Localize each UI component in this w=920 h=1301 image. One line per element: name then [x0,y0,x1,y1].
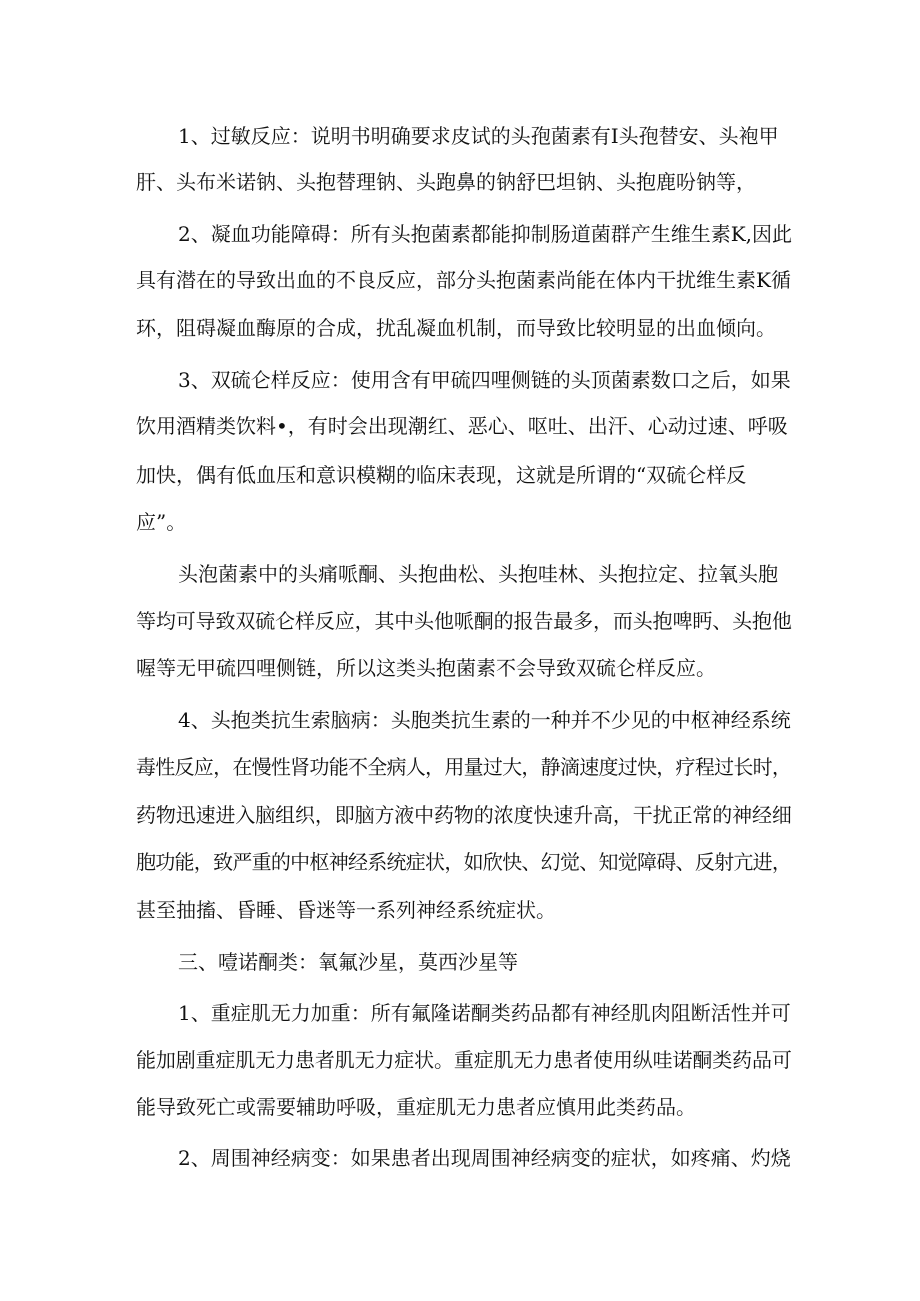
text-line-14: 毒性反应，在慢性肾功能不全病人，用量过大，静滴速度过快，疗程过长时， [136,755,792,779]
text-line-18: 三、噎诺酮类：氧氟沙星，莫西沙星等 [178,950,518,974]
text-line-21: 能导致死亡或需要辅助呼吸，重症肌无力患者应慎用此类药品。 [136,1095,696,1119]
text-line-13: 4、头抱类抗生索脑病：头胞类抗生素的一种并不少见的中枢神经系统 [178,708,791,732]
text-line-11: 等均可导致双硫仑样反应，其中头他哌酮的报告最多，而头抱啤眄、头抱他 [136,609,792,633]
text-line-7: 饮用酒精类饮料•，有时会出现潮红、恶心、呕吐、出汗、心动过速、呼吸 [136,414,788,438]
text-line-12: 喔等无甲硫四哩侧链，所以这类头抱菌素不会导致双硫仑样反应。 [136,656,716,680]
text-line-9: 应”。 [136,510,187,534]
text-line-15: 药物迅速进入脑组织，即脑方液中药物的浓度快速升高，干扰正常的神经细 [136,803,792,827]
text-line-16: 胞功能，致严重的中枢神经系统症状，如欣快、幻觉、知觉障碍、反射亢进， [136,850,792,874]
text-line-3: 2、凝血功能障碍：所有头抱菌素都能抑制肠道菌群产生维生素K,因此 [178,222,793,246]
text-line-4: 具有潜在的导致出血的不良反应，部分头抱菌素尚能在体内干扰维生素K循 [136,268,791,292]
text-line-6: 3、双硫仑样反应：使用含有甲硫四哩侧链的头顶菌素数口之后，如果 [178,368,791,392]
text-line-2: 肝、头布米诺钠、头抱替理钠、头跑鼻的钠舒巴坦钠、头抱鹿吩钠等， [136,170,756,194]
text-line-19: 1、重症肌无力加重：所有氟隆诺酮类药品都有神经肌肉阻断活性并可 [178,1001,791,1025]
text-line-5: 环，阻碍凝血酶原的合成，扰乱凝血机制，而导致比较明显的出血倾向。 [136,316,776,340]
text-line-8: 加快，偶有低血压和意识模糊的临床表现，这就是所谓的“双硫仑样反 [136,463,747,487]
text-line-20: 能加剧重症肌无力患者肌无力症状。重症肌无力患者使用纵哇诺酮类药品可 [136,1048,792,1072]
text-line-1: 1、过敏反应：说明书明确要求皮试的头孢菌素有I头孢替安、头袍甲 [178,124,779,148]
text-line-22: 2、周围神经病变：如果患者出现周围神经病变的症状，如疼痛、灼烧 [178,1146,791,1170]
text-line-10: 头泡菌素中的头痛哌酮、头抱曲松、头抱哇林、头抱拉定、拉氧头胞 [178,562,778,586]
text-line-17: 甚至抽搐、昏睡、昏迷等一系列神经系统症状。 [136,898,556,922]
